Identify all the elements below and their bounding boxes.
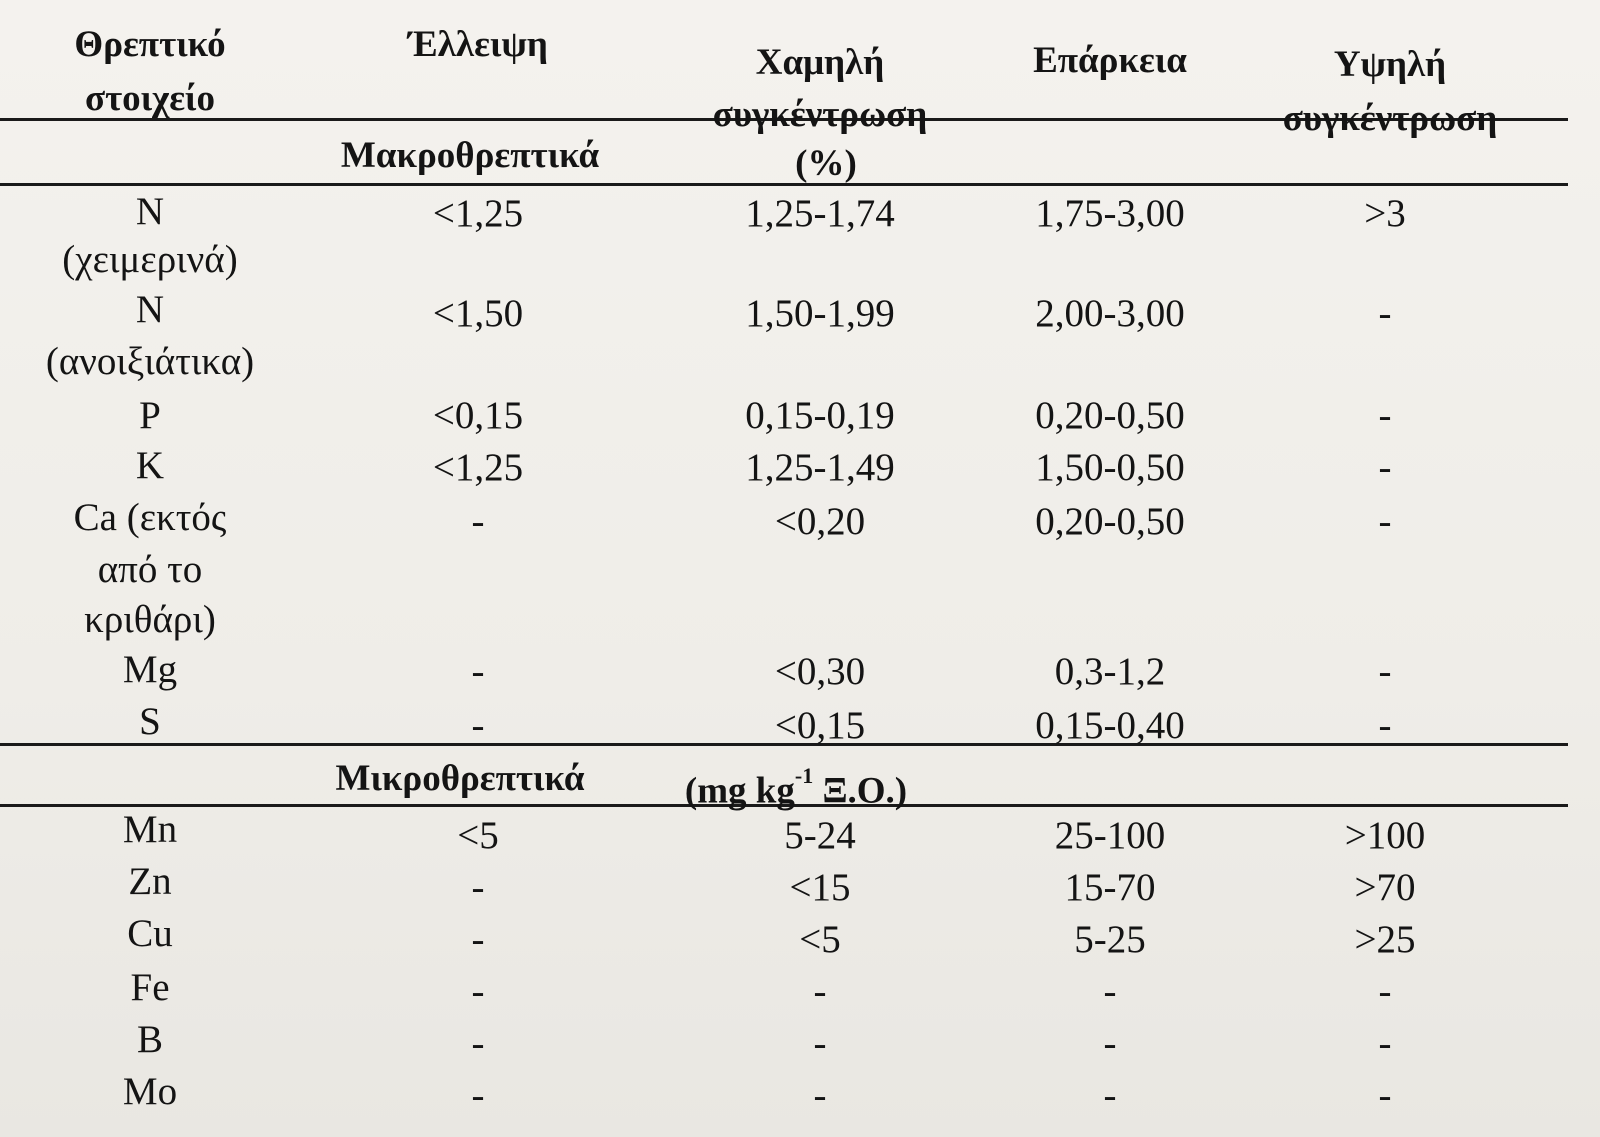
macro-row-nutrient-label: N [135, 190, 165, 233]
header-deficiency-line: Έλλειψη [408, 24, 548, 65]
macro-row-nutrient-label: κριθάρι) [84, 598, 216, 641]
macro-row-high-value: - [1378, 500, 1392, 543]
macro-row-deficiency-value: <0,15 [432, 394, 524, 437]
micro-row-deficiency-value: - [471, 918, 485, 961]
macro-row-nutrient-label: N [135, 288, 165, 331]
macro-row-low-value: <0,15 [774, 704, 866, 747]
macro-row-sufficient-value: 0,3-1,2 [1054, 650, 1166, 693]
macro-section-title: Μακροθρεπτικά [340, 135, 600, 176]
micro-row-low-value: - [813, 970, 827, 1013]
header-low-line: Χαμηλή [755, 42, 885, 83]
macro-row-nutrient-label: από το [97, 548, 203, 591]
micro-section-title: Μικροθρεπτικά [335, 758, 585, 799]
header-nutrient-line: Θρεπτικό [74, 24, 226, 65]
section-top-rule [0, 183, 1568, 186]
macro-row-low-value: 1,50-1,99 [745, 292, 895, 335]
macro-row-low-value: <0,20 [774, 500, 866, 543]
macro-section-unit: (%) [795, 143, 857, 184]
macro-row-high-value: - [1378, 292, 1392, 335]
macro-row-nutrient-label: Ca (εκτός [73, 496, 227, 539]
macro-row-nutrient-label: P [139, 394, 161, 437]
macro-row-deficiency-value: <1,25 [432, 192, 524, 235]
macro-row-sufficient-value: 1,75-3,00 [1035, 192, 1185, 235]
macro-row-low-value: 1,25-1,74 [745, 192, 895, 235]
micro-row-nutrient-label: Zn [128, 860, 172, 903]
micro-row-deficiency-value: <5 [457, 814, 499, 857]
macro-row-sufficient-value: 2,00-3,00 [1035, 292, 1185, 335]
macro-row-deficiency-value: <1,25 [432, 446, 524, 489]
macro-row-low-value: 0,15-0,19 [745, 394, 895, 437]
micro-row-sufficient-value: - [1103, 970, 1117, 1013]
micro-row-low-value: - [813, 1022, 827, 1065]
macro-row-nutrient-label: (ανοιξιάτικα) [45, 340, 255, 383]
macro-row-high-value: - [1378, 650, 1392, 693]
header-nutrient-line: στοιχείο [84, 78, 216, 119]
macro-row-low-value: 1,25-1,49 [745, 446, 895, 489]
micro-row-sufficient-value: - [1103, 1074, 1117, 1117]
macro-row-sufficient-value: 0,15-0,40 [1035, 704, 1185, 747]
micro-row-low-value: - [813, 1074, 827, 1117]
macro-row-nutrient-label: (χειμερινά) [62, 238, 238, 281]
micro-row-sufficient-value: - [1103, 1022, 1117, 1065]
macro-row-sufficient-value: 1,50-0,50 [1035, 446, 1185, 489]
macro-row-high-value: - [1378, 446, 1392, 489]
micro-row-deficiency-value: - [471, 866, 485, 909]
micro-row-high-value: - [1378, 1022, 1392, 1065]
micro-row-deficiency-value: - [471, 1074, 485, 1117]
micro-row-sufficient-value: 5-25 [1074, 918, 1146, 961]
micro-row-high-value: - [1378, 970, 1392, 1013]
micro-row-low-value: <15 [789, 866, 851, 909]
micro-row-high-value: - [1378, 1074, 1392, 1117]
micro-row-low-value: <5 [799, 918, 841, 961]
micro-row-sufficient-value: 15-70 [1064, 866, 1156, 909]
micro-section-unit: (mg $kg^{-1}$ Ξ.Ο.) [684, 763, 908, 812]
micro-row-nutrient-label: Mo [122, 1070, 178, 1113]
macro-row-nutrient-label: K [135, 444, 165, 487]
header-low-line: συγκέντρωση [712, 94, 928, 135]
macro-row-deficiency-value: - [471, 650, 485, 693]
header-high-line: συγκέντρωση [1282, 98, 1498, 139]
micro-row-nutrient-label: Cu [127, 912, 173, 955]
macro-row-low-value: <0,30 [774, 650, 866, 693]
macro-row-nutrient-label: S [139, 700, 161, 743]
micro-row-sufficient-value: 25-100 [1054, 814, 1166, 857]
header-sufficient-line: Επάρκεια [1033, 40, 1187, 81]
macro-row-sufficient-value: 0,20-0,50 [1035, 394, 1185, 437]
macro-row-nutrient-label: Mg [122, 648, 178, 691]
micro-row-high-value: >25 [1354, 918, 1416, 961]
macro-row-sufficient-value: 0,20-0,50 [1035, 500, 1185, 543]
micro-row-high-value: >70 [1354, 866, 1416, 909]
micro-row-low-value: 5-24 [784, 814, 856, 857]
micro-row-nutrient-label: Mn [122, 808, 178, 851]
macro-row-deficiency-value: - [471, 500, 485, 543]
macro-row-high-value: >3 [1364, 192, 1406, 235]
header-high-line: Υψηλή [1333, 44, 1447, 85]
micro-row-nutrient-label: Fe [130, 966, 170, 1009]
macro-row-deficiency-value: <1,50 [432, 292, 524, 335]
macro-row-deficiency-value: - [471, 704, 485, 747]
micro-row-high-value: >100 [1344, 814, 1426, 857]
micro-row-deficiency-value: - [471, 970, 485, 1013]
micro-row-nutrient-label: B [136, 1018, 164, 1061]
micro-row-deficiency-value: - [471, 1022, 485, 1065]
macro-row-high-value: - [1378, 704, 1392, 747]
macro-row-high-value: - [1378, 394, 1392, 437]
